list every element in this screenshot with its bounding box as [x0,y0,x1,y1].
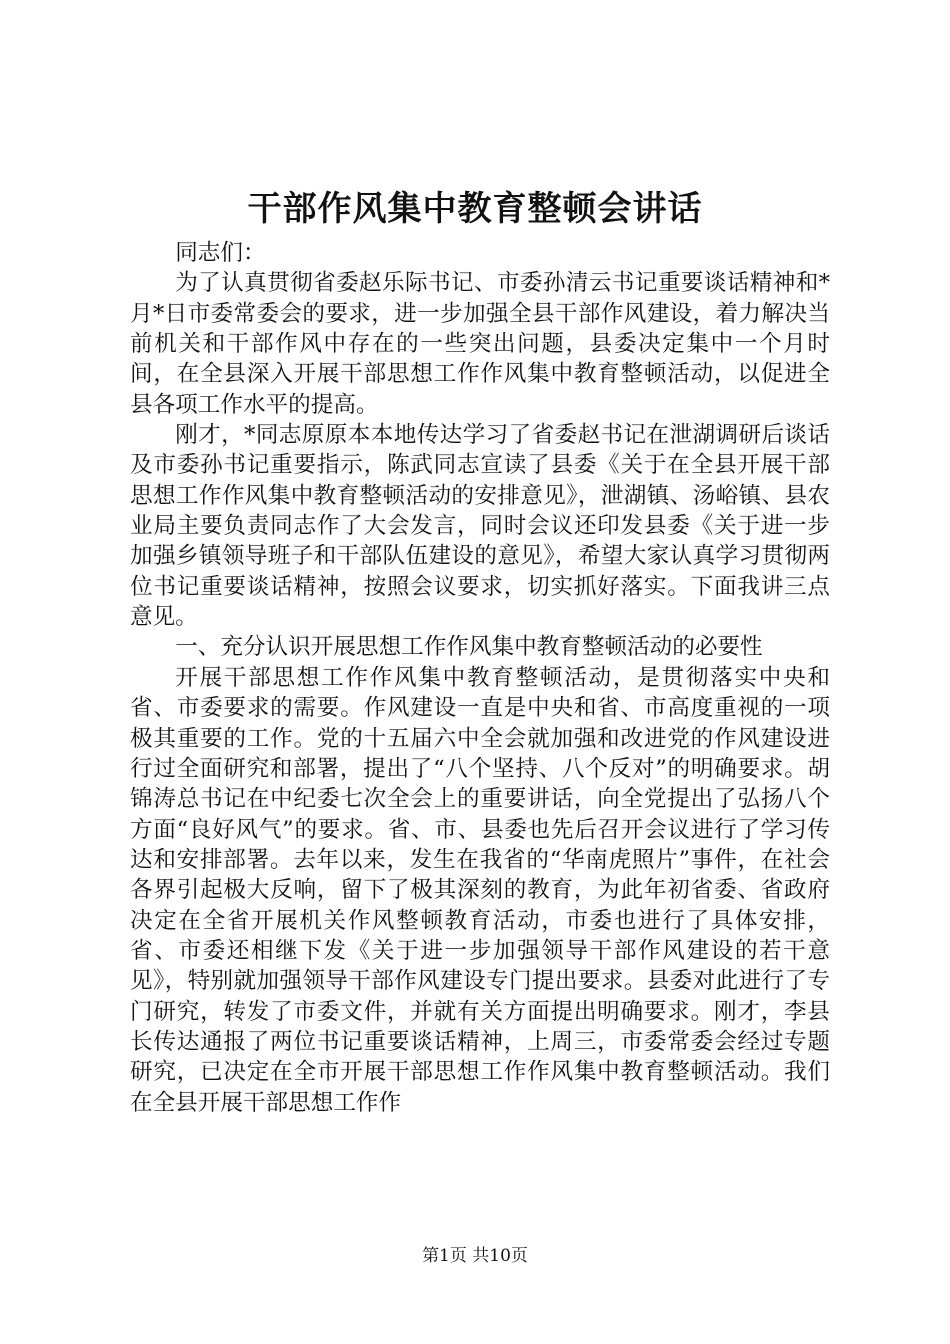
body-paragraph-3: 开展干部思想工作作风集中教育整顿活动，是贯彻落实中央和省、市委要求的需要。作风建设一直是中央和省、市高度重视的一项极其重要的工作。党的十五届六中全会就加强和改进党的作风建设进行过全面研究和部署，提出了“八个坚持、八个反对”的明确要求。胡锦涛总书记在中纪委七次全会上的重要讲话，向全党提出了弘扬八个方面“良好风气”的要求。省、市、县委也先后召开会议进行了学习传达和安排部署。去年以来，发生在我省的“华南虎照片”事件，在社会各界引起极大反响，留下了极其深刻的教育，为此年初省委、省政府决定在全省开展机关作风整顿教育活动，市委也进行了具体安排，省、市委还相继下发《关于进一步加强领导干部作风建设的若干意见》，特别就加强领导干部作风建设专门提出要求。县委对此进行了专门研究，转发了市委文件，并就有关方面提出明确要求。刚才，李县长传达通报了两位书记重要谈话精神，上周三，市委常委会经过专题研究，已决定在全市开展干部思想工作作风集中教育整顿活动。我们在全县开展干部思想工作作 [130,664,830,1116]
document-body [130,238,830,1118]
document-title: 干部作风集中教育整顿会讲话 [247,189,703,229]
section-heading-1: 一、充分认识开展思想工作作风集中教育整顿活动的必要性 [175,634,763,661]
body-paragraph-1: 为了认真贯彻省委赵乐际书记、市委孙清云书记重要谈话精神和*月*日市委常委会的要求，进一步加强全县干部作风建设，着力解决当前机关和干部作风中存在的一些突出问题，县委决定集中一个月时间，在全县深入开展干部思想工作作风集中教育整顿活动，以促进全县各项工作水平的提高。 [130,270,830,418]
page-footer: 第1页 共10页 [422,1246,528,1266]
salutation-paragraph: 同志们： [175,240,266,266]
body-paragraph-2: 刚才，*同志原原本本地传达学习了省委赵书记在泄湖调研后谈话及市委孙书记重要指示，陈武同志宣读了县委《关于在全县开展干部思想工作作风集中教育整顿活动的安排意见》，泄湖镇、汤峪镇、县农业局主要负责同志作了大会发言，同时会议还印发县委《关于进一步加强乡镇领导班子和干部队伍建设的意见》，希望大家认真学习贯彻两位书记重要谈话精神，按照会议要求，切实抓好落实。下面我讲三点意见。 [130,422,830,631]
